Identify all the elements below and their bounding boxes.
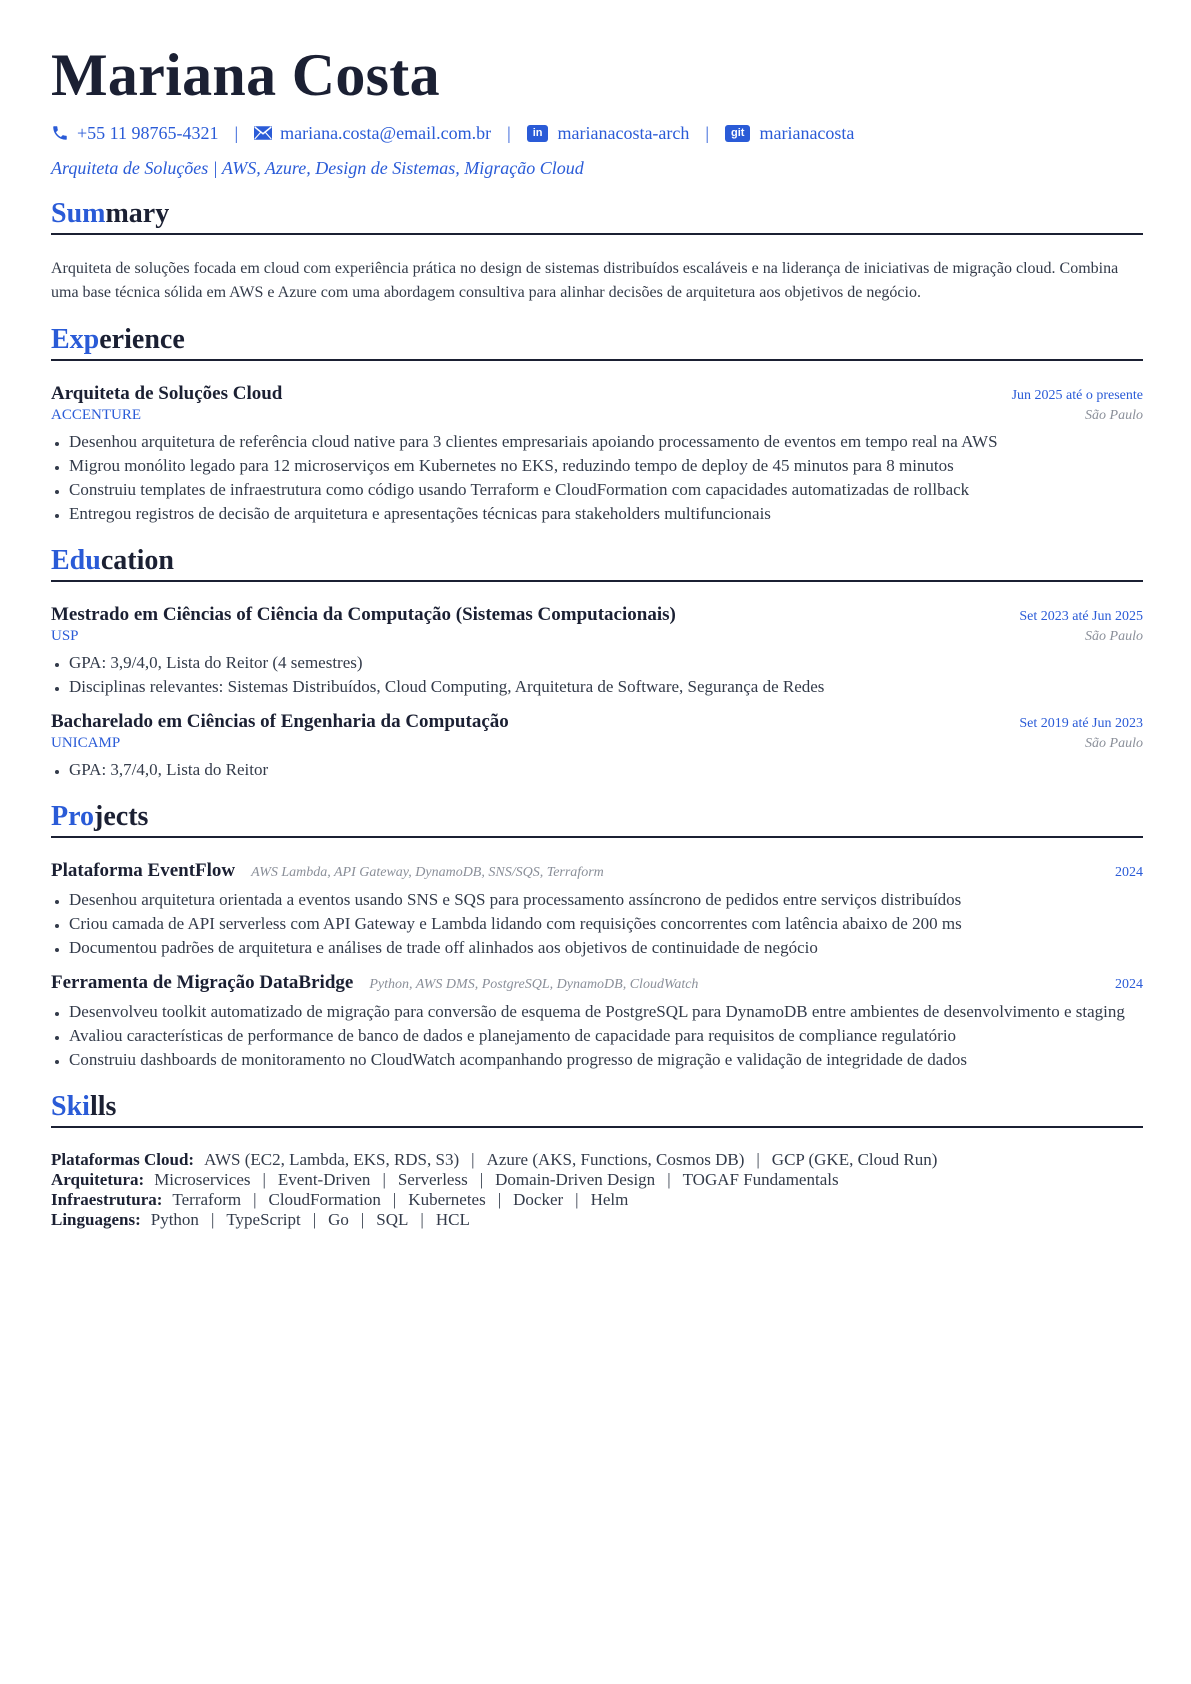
project-date: 2024 — [1115, 977, 1143, 992]
skill-row — [51, 1170, 1143, 1190]
education-entry — [51, 604, 1143, 699]
github-link[interactable]: marianacosta — [759, 122, 855, 143]
list-item: • Desenhou arquitetura de referência cloud native para 3 clientes empresariais apoiando processamento de eventos em tempo real na AWS — [69, 430, 1143, 454]
skill-item: | SQL — [349, 1210, 409, 1229]
section-title-education: Education — [51, 544, 1143, 582]
list-item: • Migrou monólito legado para 12 microserviços em Kubernetes no EKS, reduzindo tempo de deploy de 45 minutos para 8 minutos — [69, 454, 1143, 478]
degree-title: Bacharelado em Ciências of Engenharia da Computação — [51, 711, 509, 732]
skill-item: | CloudFormation — [241, 1190, 381, 1209]
list-item: • Disciplinas relevantes: Sistemas Distribuídos, Cloud Computing, Arquitetura de Software, Segurança de Redes — [69, 675, 1143, 699]
job-location: São Paulo — [1085, 408, 1143, 423]
headline: Arquiteta de Soluções | AWS, Azure, Design de Sistemas, Migração Cloud — [51, 158, 584, 178]
list-item: • Avaliou características de performance de banco de dados e planejamento de capacidade para requisitos de compliance regulatório — [69, 1024, 1143, 1048]
linkedin-icon: in — [527, 125, 549, 142]
job-bullets — [51, 430, 1143, 526]
project-bullets — [51, 888, 1143, 960]
project-title: Plataforma EventFlow — [51, 860, 236, 881]
list-item: • Construiu templates de infraestrutura como código usando Terraform e CloudFormation com capacidades automatizadas de rollback — [69, 478, 1143, 502]
skill-item: | Domain-Driven Design — [468, 1170, 655, 1189]
project-tech: Python, AWS DMS, PostgreSQL, DynamoDB, CloudWatch — [369, 977, 699, 992]
linkedin-link[interactable]: marianacosta-arch — [557, 122, 690, 143]
skill-item: Python — [150, 1210, 199, 1229]
summary-text: Arquiteta de soluções focada em cloud com experiência prática no design de sistemas distribuídos escaláveis e na liderança de iniciativas de migração cloud. Combina uma base técnica sólida em AWS e Azure com uma abordagem consultiva para alinhar decisões de arquitetura aos objetivos de negócio. — [51, 260, 1119, 301]
school-location: São Paulo — [1085, 629, 1143, 644]
skill-label: Infraestrutura: — [51, 1190, 163, 1209]
summary-section — [51, 197, 1143, 305]
school-name: USP — [51, 628, 79, 644]
degree-title: Mestrado em Ciências of Ciência da Computação (Sistemas Computacionais) — [51, 604, 676, 625]
skill-label: Linguagens: — [51, 1210, 141, 1229]
skill-row — [51, 1150, 1143, 1170]
contact-separator: | — [234, 122, 239, 143]
skill-item: Microservices — [154, 1170, 251, 1189]
skills-list — [51, 1150, 1143, 1230]
education-section — [51, 544, 1143, 782]
job-date: Jun 2025 até o presente — [1011, 388, 1143, 403]
degree-bullets — [51, 758, 1143, 782]
job-title: Arquiteta de Soluções Cloud — [51, 383, 283, 404]
experience-entry — [51, 383, 1143, 526]
list-item: • Desenhou arquitetura orientada a eventos usando SNS e SQS para processamento assíncrono de pedidos entre serviços distribuídos — [69, 888, 1143, 912]
list-item: • Criou camada de API serverless com API Gateway e Lambda lidando com requisições concorrentes com latência abaixo de 200 ms — [69, 912, 1143, 936]
skill-label: Arquitetura: — [51, 1170, 145, 1189]
email-link[interactable]: mariana.costa@email.com.br — [280, 122, 492, 143]
list-item: • Entregou registros de decisão de arquitetura e apresentações técnicas para stakeholders multifuncionais — [69, 502, 1143, 526]
skill-item: | Go — [301, 1210, 349, 1229]
skill-item: | Azure (AKS, Functions, Cosmos DB) — [459, 1150, 744, 1169]
github-icon: git — [725, 125, 750, 142]
project-date: 2024 — [1115, 865, 1143, 880]
degree-date: Set 2019 até Jun 2023 — [1019, 716, 1143, 731]
list-item: • GPA: 3,7/4,0, Lista do Reitor — [69, 758, 1143, 782]
phone-link[interactable]: +55 11 98765-4321 — [77, 122, 219, 143]
skill-item: | Kubernetes — [381, 1190, 486, 1209]
contact-bar — [51, 120, 1143, 146]
skill-item: | TOGAF Fundamentals — [655, 1170, 838, 1189]
candidate-name — [51, 40, 1143, 110]
school-name: UNICAMP — [51, 735, 121, 751]
project-entry — [51, 860, 1143, 960]
projects-section — [51, 800, 1143, 1072]
skill-item: | Docker — [486, 1190, 563, 1209]
skill-item: | Helm — [563, 1190, 628, 1209]
company-name: ACCENTURE — [51, 407, 141, 423]
project-bullets — [51, 1000, 1143, 1072]
degree-date: Set 2023 até Jun 2025 — [1019, 609, 1143, 624]
school-location: São Paulo — [1085, 736, 1143, 751]
phone-icon — [51, 124, 69, 142]
skill-item: | Serverless — [370, 1170, 467, 1189]
skill-label: Plataformas Cloud: — [51, 1150, 195, 1169]
experience-section — [51, 323, 1143, 526]
skill-item: | HCL — [408, 1210, 469, 1229]
skill-item: Terraform — [172, 1190, 242, 1209]
skills-section — [51, 1090, 1143, 1230]
section-title-projects: Projects — [51, 800, 1143, 838]
education-entry — [51, 711, 1143, 782]
contact-separator: | — [705, 122, 710, 143]
list-item: • GPA: 3,9/4,0, Lista do Reitor (4 semestres) — [69, 651, 1143, 675]
skill-item: | GCP (GKE, Cloud Run) — [744, 1150, 937, 1169]
section-title-experience: Experience — [51, 323, 1143, 361]
skill-row — [51, 1190, 1143, 1210]
skill-row — [51, 1210, 1143, 1230]
list-item: • Documentou padrões de arquitetura e análises de trade off alinhados aos objetivos de continuidade de negócio — [69, 936, 1143, 960]
first-name: Mariana — [51, 42, 277, 108]
section-title-skills: Skills — [51, 1090, 1143, 1128]
list-item: • Desenvolveu toolkit automatizado de migração para conversão de esquema de PostgreSQL para DynamoDB entre ambientes de desenvolvimento e staging — [69, 1000, 1143, 1024]
skill-item: | TypeScript — [199, 1210, 301, 1229]
last-name: Costa — [291, 42, 440, 108]
section-title-summary: Summary — [51, 197, 1143, 235]
contact-separator: | — [507, 122, 511, 143]
project-entry — [51, 972, 1143, 1072]
project-tech: AWS Lambda, API Gateway, DynamoDB, SNS/SQS, Terraform — [251, 865, 604, 880]
list-item: • Construiu dashboards de monitoramento no CloudWatch acompanhando progresso de migração e validação de integridade de dados — [69, 1048, 1143, 1072]
skill-item: | Event-Driven — [251, 1170, 371, 1189]
degree-bullets — [51, 651, 1143, 699]
skill-item: AWS (EC2, Lambda, EKS, RDS, S3) — [204, 1150, 460, 1169]
project-title: Ferramenta de Migração DataBridge — [51, 972, 354, 993]
email-icon — [254, 126, 272, 140]
